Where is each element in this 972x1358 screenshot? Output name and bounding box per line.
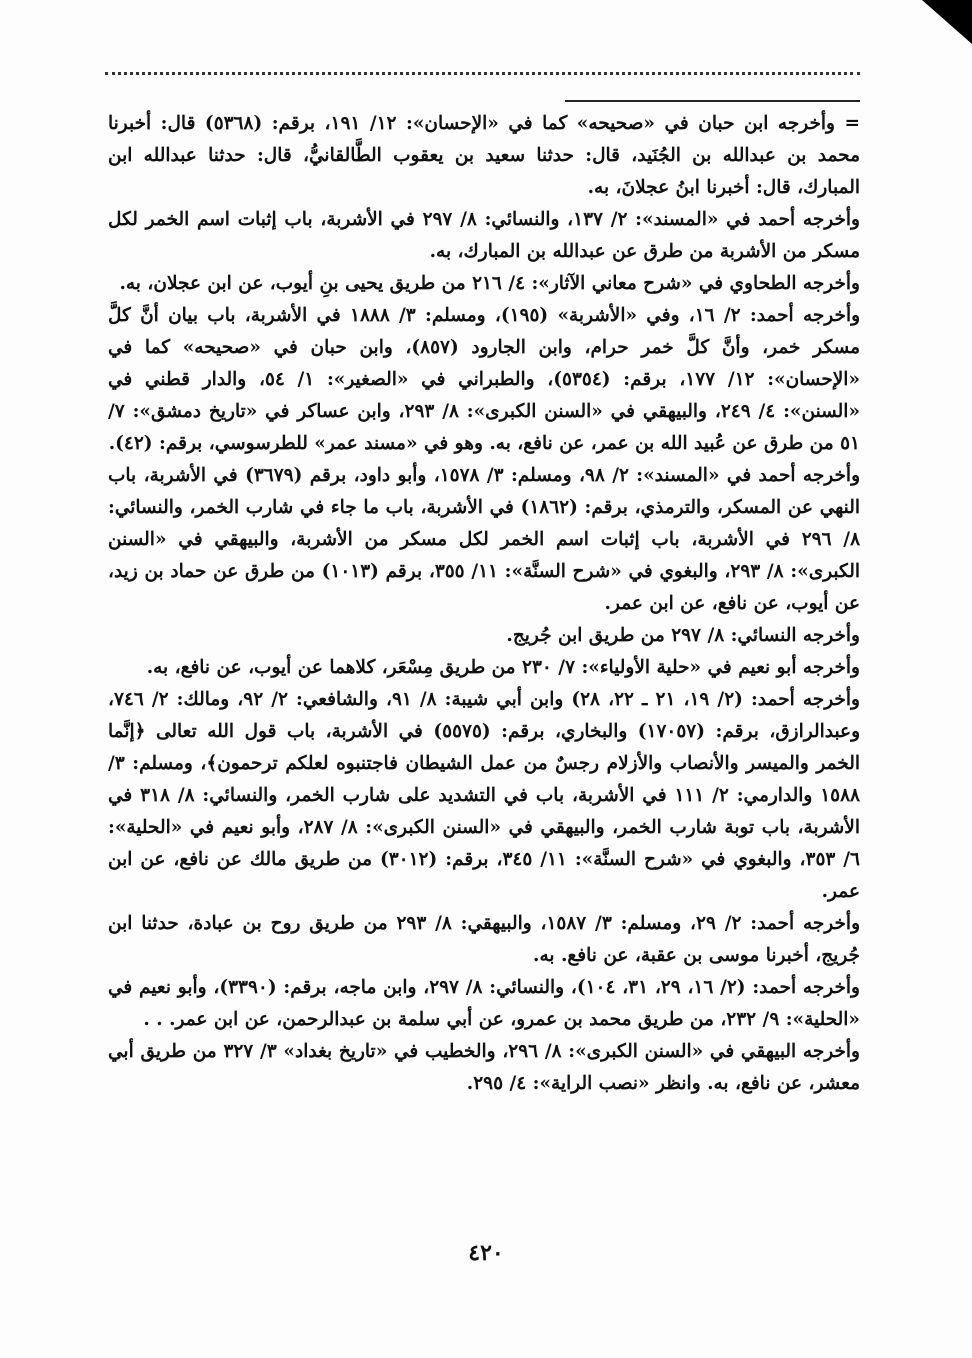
footnote-rule [565,100,860,102]
paragraph: وأخرجه أحمد في «المسند»: ٢/ ١٣٧، والنسائي: ٨/ ٢٩٧ في الأشربة، باب إثبات اسم الخمر لكل مسكر من الأشربة من طرق عن عبدالله بن المبارك، به. [108,209,860,262]
paragraph: وأخرجه أحمد: (٢/ ١٩، ٢١ ـ ٢٢، ٢٨) وابن أبي شيبة: ٨/ ٩١، والشافعي: ٢/ ٩٢، ومالك: ٢/ ٧٤٦، وعبدالرازق، برقم: (١٧٠٥٧) والبخاري، برقم: (٥٥٧٥) في الأشربة، باب قول الله تعالى ﴿إنَّما الخمر والميسر والأنصاب والأزلام رجسٌ من عمل الشيطان فاجتنبوه لعلكم ترحمون﴾، ومسلم: ٣/ ١٥٨٨ والدارمي: ٢/ ١١١ في الأشربة، باب في التشديد على شارب الخمر، والنسائي: ٨/ ٣١٨ في الأشربة، باب توبة شارب الخمر، والبيهقي في «السنن الكبرى»: ٨/ ٢٨٧، وأبو نعيم في «الحلية»: ٦/ ٣٥٣، والبغوي في «شرح السنَّة»: ١١/ ٣٤٥، برقم: (٣٠١٢) من طريق مالك عن نافع، عن ابن عمر. [108,689,861,902]
paragraph: وأخرجه أحمد: ٢/ ٢٩، ومسلم: ٣/ ١٥٨٧، والبيهقي: ٨/ ٢٩٣ من طريق روح بن عبادة، حدثنا ابن جُريج، أخبرنا موسى بن عقبة، عن نافع. به. [108,913,861,966]
paragraph: وأخرجه الطحاوي في «شرح معاني الآثار»: ٤/ ٢١٦ من طريق يحيى بنِ أيوب، عن ابن عجلان، به. [119,273,860,294]
dotted-separator [105,72,860,75]
paragraph: وأخرجه أبو نعيم في «حلية الأولياء»: ٧/ ٢٣٠ من طريق مِسْعَر، كلاهما عن أيوب، عن نافع، به. [146,657,860,678]
footnote-text [108,108,860,1100]
paragraph: وأخرجه النسائي: ٨/ ٢٩٧ من طريق ابن جُريج. [506,625,860,646]
paragraph: = وأخرجه ابن حبان في «صحيحه» كما في «الإحسان»: ١٢/ ١٩١، برقم: (٥٣٦٨) قال: أخبرنا محمد بن عبدالله بن الجُنَيد، قال: حدثنا سعيد بن يعقوب الطَّالقانيُّ، قال: حدثنا عبدالله ابن المبارك، قال: أخبرنا ابنُ عجلانَ، به. [108,113,860,198]
page-corner-mark [922,0,972,44]
paragraph: وأخرجه البيهقي في «السنن الكبرى»: ٨/ ٢٩٦، والخطيب في «تاريخ بغداد» ٣/ ٣٢٧ من طريق أبي معشر، عن نافع، به. وانظر «نصب الراية»: ٤/ ٢٩٥. [108,1041,860,1094]
paragraph: وأخرجه أحمد: ٢/ ١٦، وفي «الأشربة» (١٩٥)، ومسلم: ٣/ ١٨٨٨ في الأشربة، باب بيان أنَّ كلَّ مسكر خمر، وأنَّ كلَّ خمر حرام، وابن الجارود (٨٥٧)، وابن حبان في «صحيحه» كما في «الإحسان»: ١٢/ ١٧٧، برقم: (٥٣٥٤)، والطبراني في «الصغير»: ١/ ٥٤، والدار قطني في «السنن»: ٤/ ٢٤٩، والبيهقي في «السنن الكبرى»: ٨/ ٢٩٣، وابن عساكر في «تاريخ دمشق»: ٧/ ٥١ من طرق عن عُبيد الله بن عمر، عن نافع، به. وهو في «مسند عمر» للطرسوسي، برقم: (٤٢). [108,305,861,454]
paragraph: وأخرجه أحمد: (٢/ ١٦، ٢٩، ٣١، ١٠٤)، والنسائي: ٨/ ٢٩٧، وابن ماجه، برقم: (٣٣٩٠)، وأبو نعيم في «الحلية»: ٩/ ٢٣٢، من طريق محمد بن عمرو، عن أبي سلمة بن عبدالرحمن، عن ابن عمر. . . [108,977,860,1030]
page-number: ٤٢٠ [468,1240,504,1266]
paragraph: وأخرجه أحمد في «المسند»: ٢/ ٩٨، ومسلم: ٣/ ١٥٧٨، وأبو داود، برقم (٣٦٧٩) في الأشربة، باب النهي عن المسكر، والترمذي، برقم: (١٨٦٢) في الأشربة، باب ما جاء في شارب الخمر، والنسائي: ٨/ ٢٩٦ في الأشربة، باب إثبات اسم الخمر لكل مسكر من الأشربة، والبيهقي في «السنن الكبرى»: ٨/ ٢٩٣، والبغوي في «شرح السنَّة»: ١١/ ٣٥٥، برقم (١٠١٣) من طرق عن حماد بن زيد، عن أيوب، عن نافع، عن ابن عمر. [108,465,860,614]
